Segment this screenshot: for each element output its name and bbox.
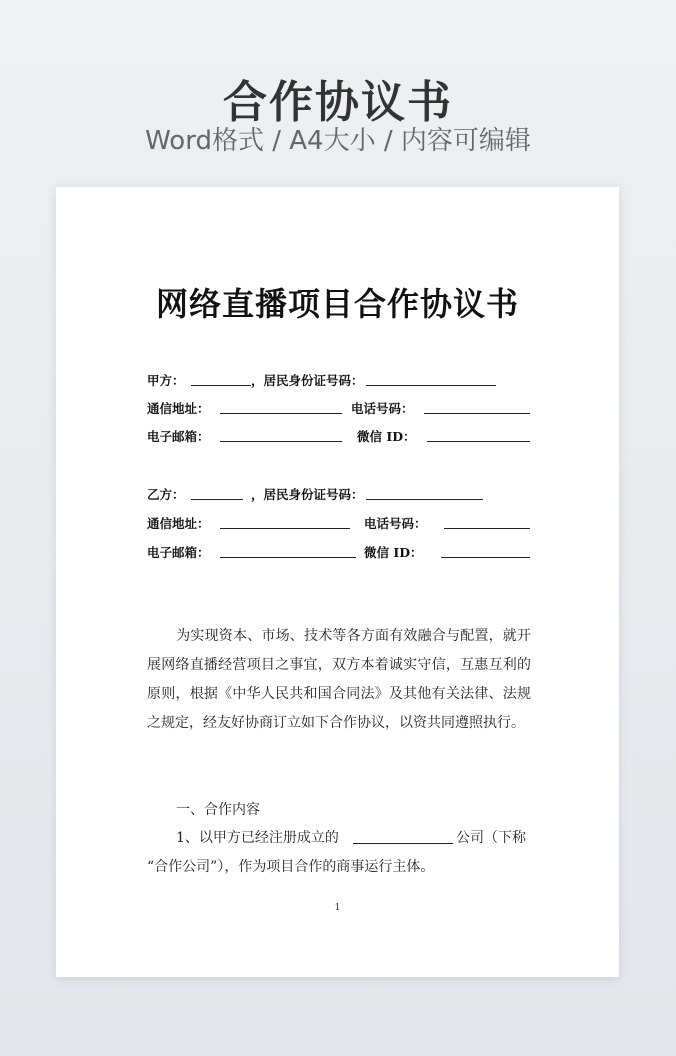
party-a-email-label: 电子邮箱： <box>147 429 210 444</box>
party-a-email-blank[interactable] <box>220 441 342 442</box>
document-title: 网络直播项目合作协议书 <box>155 285 519 323</box>
party-b-label: 乙方： <box>147 487 185 502</box>
page-number: 1 <box>334 903 341 913</box>
clause-1-line2: “合作公司”），作为项目合作的商事运行主体。 <box>147 859 435 875</box>
party-a-label: 甲方： <box>147 373 185 388</box>
party-a-name-blank[interactable] <box>191 385 251 386</box>
banner-title: 合作协议书 <box>223 77 453 128</box>
party-b-name-row <box>147 485 531 503</box>
party-a-phone-label: 电话号码： <box>351 401 414 416</box>
clause-1-company-blank[interactable] <box>353 843 453 844</box>
party-b-wechat-blank[interactable] <box>441 557 530 558</box>
banner-subtitle: Word格式 / A4大小 / 内容可编辑 <box>145 126 531 156</box>
party-a-phone-blank[interactable] <box>424 413 530 414</box>
party-b-email-blank[interactable] <box>220 557 356 558</box>
party-a-wechat-label: 微信 ID： <box>357 429 416 444</box>
clause-1-prefix: 1、以甲方已经注册成立的 <box>176 830 339 846</box>
party-b-email-row <box>147 543 531 561</box>
party-a-id-blank[interactable] <box>366 385 496 386</box>
section-1-heading: 一、合作内容 <box>176 802 260 818</box>
intro-paragraph-text: 为实现资本、市场、技术等各方面有效融合与配置，就开展网络直播经营项目之事宜，双方本着诚实守信，互惠互利的原则，根据《中华人民共和国合同法》及其他有关法律、法规之规定，经友好协商订立如下合作协议，以资共同遵照执行。 <box>147 628 531 731</box>
party-b-email-label: 电子邮箱： <box>147 545 210 560</box>
party-a-address-label: 通信地址： <box>147 401 210 416</box>
party-b-phone-blank[interactable] <box>444 528 530 529</box>
party-b-address-blank[interactable] <box>220 528 350 529</box>
party-a-address-row <box>147 399 531 417</box>
clause-1-suffix: 公司（下称 <box>456 830 526 846</box>
document-page <box>56 187 619 977</box>
party-a-email-row <box>147 427 531 445</box>
party-b-id-label: ，居民身份证号码： <box>251 487 364 502</box>
party-a-id-label: ，居民身份证号码： <box>251 373 364 388</box>
intro-paragraph <box>147 622 531 738</box>
party-b-phone-label: 电话号码： <box>364 516 427 531</box>
party-b-id-blank[interactable] <box>366 499 483 500</box>
party-a-name-row <box>147 371 531 389</box>
party-b-name-blank[interactable] <box>191 499 243 500</box>
party-a-wechat-blank[interactable] <box>427 441 530 442</box>
party-b-wechat-label: 微信 ID： <box>364 545 423 560</box>
party-a-address-blank[interactable] <box>220 413 342 414</box>
party-b-address-row <box>147 514 531 532</box>
party-b-address-label: 通信地址： <box>147 516 210 531</box>
